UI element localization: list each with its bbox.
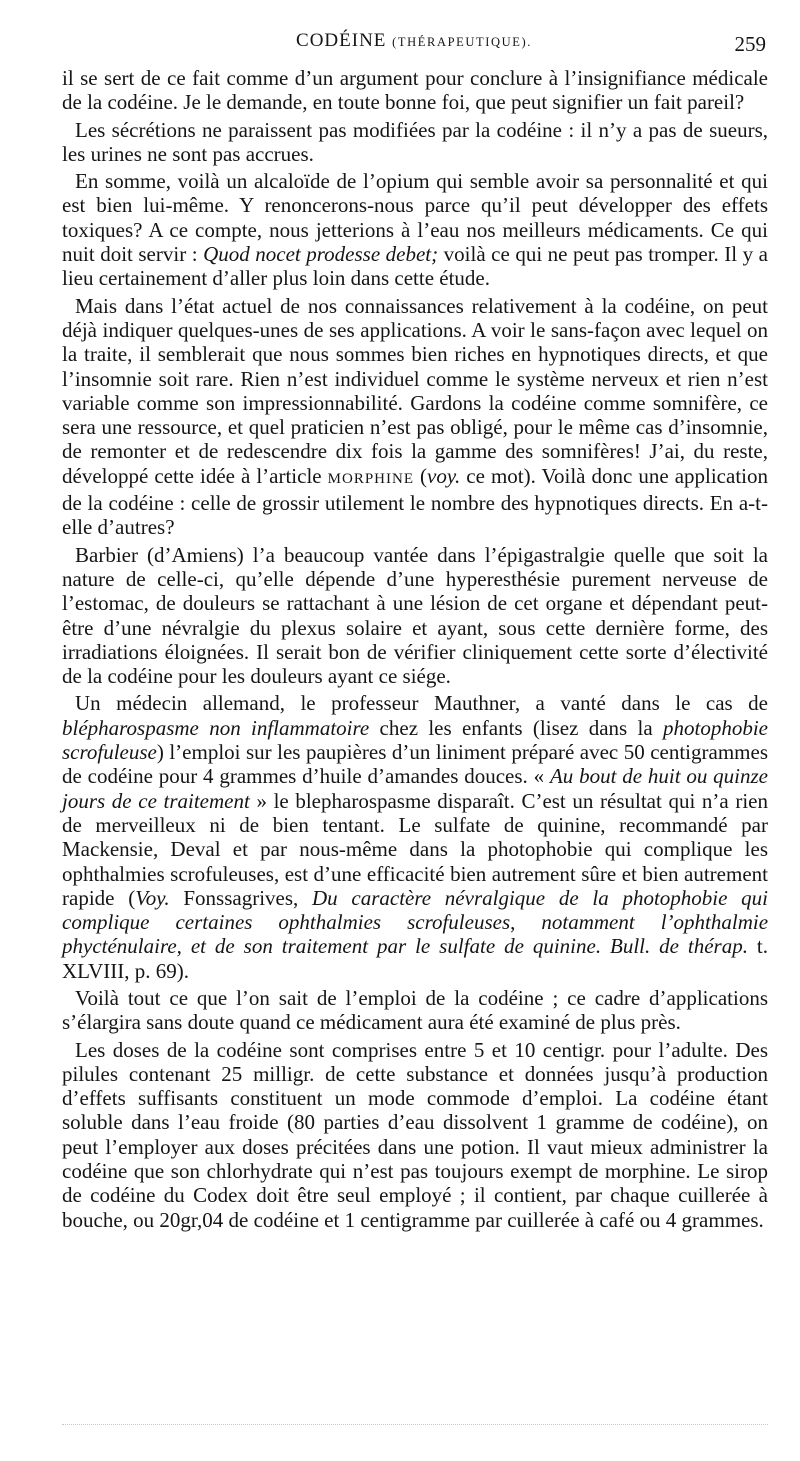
text-run: » le blepharospasme disparaît. C’est un résultat qui n’a rien de merveilleux ni de bien tentant. Le sulfate de quinine, recommandé par Mackensie, Deval et par nous-même dans la photophobie qui complique les ophthalmies scrofuleuses, est d’une efficacité bien autrement sûre et bien autrement rapide ( bbox=[62, 788, 768, 910]
italic-text: photophobie scrofuleuse bbox=[62, 715, 768, 765]
italic-text: notamment l’ophthalmie phycténulaire, et de son traitement par le sulfate de quinine. Bull. de thérap. bbox=[62, 910, 769, 959]
text-run: Les sécrétions ne paraissent pas modifiées par la codéine : il n’y a pas de sueurs, les urines ne sont pas accrues. bbox=[62, 117, 768, 166]
text-run: Voilà tout ce que l’on sait de l’emploi de la codéine ; ce cadre d’applications s’élargira sans doute quand ce médicament aura été examiné de plus près. bbox=[62, 985, 768, 1035]
running-head-title: CODÉINE bbox=[296, 30, 387, 51]
text-run: ) l’emploi sur les paupières d’un liniment préparé avec 50 centigrammes de codéine pour 4 grammes d’huile d’amandes douces. « bbox=[62, 740, 768, 789]
paragraph bbox=[62, 169, 768, 290]
paragraph bbox=[62, 986, 768, 1035]
paragraph bbox=[62, 294, 768, 540]
text-run: chez les enfants (lisez dans la bbox=[369, 715, 663, 740]
italic-text: Du caractère névralgique de la photophobie qui complique certaines ophthalmies scrofuleuses bbox=[62, 885, 768, 935]
italic-text: Voy. bbox=[135, 885, 170, 910]
paragraph bbox=[62, 691, 768, 983]
paragraph bbox=[62, 1038, 768, 1232]
text-run: , bbox=[510, 910, 542, 935]
text-run: Fonssagrives, bbox=[169, 885, 312, 910]
page-body bbox=[62, 66, 768, 1235]
text-run: Les doses de la codéine sont comprises entre 5 et 10 centigr. pour l’adulte. Des pilules contenant 25 milligr. de cette substance et données jusqu’à production d’effets suffisants constituent un mode commode d’emploi. La codéine étant soluble dans l’eau froide (80 parties d’eau dissolvent 1 gramme de codéine), on peut l’employer aux doses précitées dans une potion. Il vaut mieux administrer la codéine que son chlorhydrate qui n’est pas toujours exempt de morphine. Le sirop de codéine du Codex doit être seul employé ; il contient, par chaque cuillerée à bouche, ou 20gr,04 de codéine et 1 centigramme par cuillerée à café ou 4 grammes. bbox=[62, 1037, 768, 1232]
bottom-rule bbox=[62, 1424, 768, 1425]
text-run: En somme, voilà un alcaloïde de l’opium qui semble avoir sa personnalité et qui est bien lui-même. Y renoncerons-nous parce qu’il peut développer des effets toxiques? A ce compte, nous jetterions à l’eau nos meilleurs médicaments. Ce qui nuit doit servir : bbox=[62, 169, 768, 267]
italic-text: voy. bbox=[427, 463, 461, 488]
italic-text: Quod nocet prodesse debet; bbox=[203, 242, 439, 267]
text-run: t. XLVIII, p. 69). bbox=[62, 934, 768, 983]
text-run: Barbier (d’Amiens) l’a beaucoup vantée dans l’épigastralgie quelle que soit la nature de celle-ci, qu’elle dépende d’une hyperesthésie purement nerveuse de l’estomac, de douleurs se rattachant à une lésion de cet organe et dépendant peut-être d’une névralgie du plexus solaire et ayant, sous cette dernière forme, des irradiations éloignées. Il serait bon de vérifier cliniquement cette sorte d’électivité de la codéine pour les douleurs ayant ce siége. bbox=[62, 542, 768, 689]
italic-text: Au bout de huit ou quinze jours de ce traitement bbox=[62, 764, 768, 813]
italic-text: blépharospasme non inflammatoire bbox=[62, 715, 370, 740]
running-head-subtitle: (THÉRAPEUTIQUE). bbox=[392, 35, 532, 49]
paragraph bbox=[62, 66, 768, 115]
text-run: Un médecin allemand, le professeur Mauthner, a vanté dans le cas de bbox=[75, 691, 768, 716]
page-header bbox=[62, 30, 766, 60]
page-number: 259 bbox=[734, 32, 766, 56]
text-run: voilà ce qui ne peut pas tromper. Il y a lieu certainement d’aller plus loin dans cette étude. bbox=[62, 242, 768, 291]
paragraph bbox=[62, 118, 768, 167]
running-head bbox=[62, 30, 766, 52]
small-caps-text: MORPHINE bbox=[327, 470, 414, 487]
text-run: il se sert de ce fait comme d’un argument pour conclure à l’insignifiance médicale de la codéine. Je le demande, en toute bonne foi, que peut signifier un fait pareil? bbox=[62, 66, 768, 115]
paragraph bbox=[62, 543, 768, 689]
text-run: ce mot). Voilà donc une application de la codéine : celle de grossir utilement le nombre des hypnotiques directs. En a-t-elle d’autres? bbox=[62, 463, 768, 540]
text-run: ( bbox=[414, 463, 428, 488]
text-run: Mais dans l’état actuel de nos connaissances relativement à la codéine, on peut déjà indiquer quelques-unes de ses applications. A voir le sans-façon avec lequel on la traite, il semblerait que nous sommes bien riches en hypnotiques directs, et que l’insomnie soit rare. Rien n’est individuel comme le système nerveux et rien n’est variable comme son impressionnabilité. Gardons la codéine comme somnifère, ce sera une ressource, et quel praticien n’est pas obligé, pour le même cas d’insomnie, de remonter et de redescendre dix fois la gamme des somnifères! J’ai, du reste, développé cette idée à l’article bbox=[62, 293, 768, 488]
